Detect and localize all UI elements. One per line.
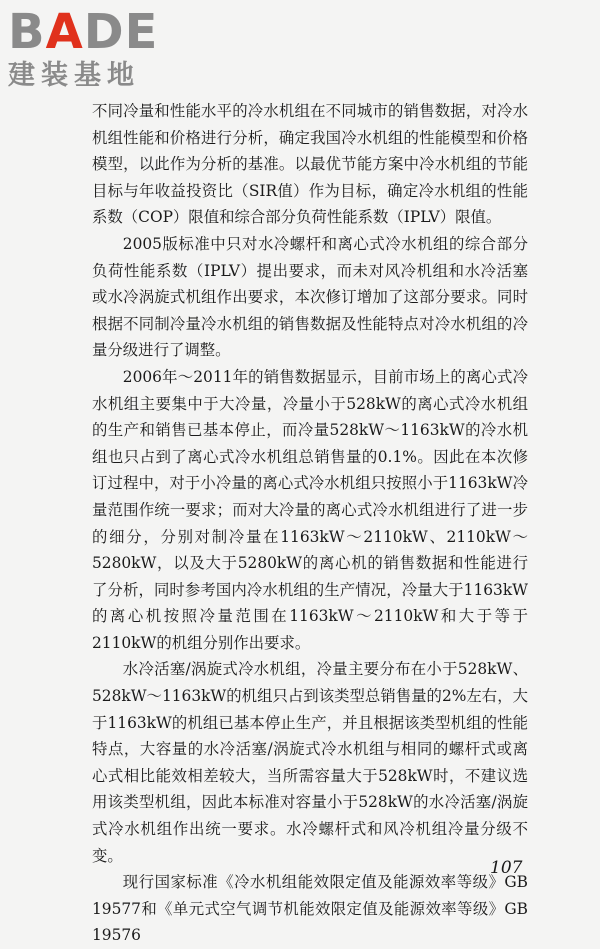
paragraph-2: 2005版标准中只对水冷螺杆和离心式冷水机组的综合部分负荷性能系数（IPLV）提出要求，而未对风冷机组和水冷活塞或水冷涡旋式机组作出要求，本次修订增加了这部分要求。同时根据不同制冷量冷水机组的销售数据及性能特点对冷水机组的冷量分级进行了调整。 bbox=[92, 234, 528, 360]
page-body bbox=[92, 98, 528, 949]
paragraph-5: 现行国家标准《冷水机组能效限定值及能源效率等级》GB 19577和《单元式空气调节机能效限定值及能源效率等级》GB 19576 bbox=[92, 873, 528, 945]
paragraph-3: 2006年～2011年的销售数据显示，目前市场上的离心式冷水机组主要集中于大冷量，冷量小于528kW的离心式冷水机组的生产和销售已基本停止，而冷量528kW～1163kW的冷水机组也只占到了离心式冷水机组总销售量的0.1%。因此在本次修订过程中，对于小冷量的离心式冷水机组只按照小于1163kW冷量范围作统一要求；而对大冷量的离心式冷水机组进行了进一步的细分，分别对制冷量在1163kW～2110kW、2110kW～5280kW，以及大于5280kW的离心机的销售数据和性能进行了分析，同时参考国内冷水机组的生产情况，冷量大于1163kW的离心机按照冷量范围在1163kW～2110kW和大于等于2110kW的机组分别作出要求。 bbox=[92, 367, 528, 652]
logo-wordmark bbox=[8, 6, 178, 58]
logo-letters-de: DE bbox=[83, 4, 159, 60]
logo-letter-b: B bbox=[8, 4, 46, 60]
paragraph-4: 水冷活塞/涡旋式冷水机组，冷量主要分布在小于528kW、528kW～1163kW的机组只占到该类型总销售量的2%左右，大于1163kW的机组已基本停止生产，并且根据该类型机组的性能特点，大容量的水冷活塞/涡旋式冷水机组与相同的螺杆式或离心式相比能效相差较大，当所需容量大于528kW时，不建议选用该类型机组，因此本标准对容量小于528kW的水冷活塞/涡旋式冷水机组作出统一要求。水冷螺杆式和风冷机组冷量分级不变。 bbox=[92, 660, 528, 865]
bade-logo bbox=[8, 6, 178, 92]
page-number: 107 bbox=[490, 858, 523, 878]
paragraph-1: 不同冷量和性能水平的冷水机组在不同城市的销售数据，对冷水机组性能和价格进行分析，确定我国冷水机组的性能模型和价格模型，以此作为分析的基准。以最优节能方案中冷水机组的节能目标与年收益投资比（SIR值）作为目标，确定冷水机组的性能系数（COP）限值和综合部分负荷性能系数（IPLV）限值。 bbox=[92, 102, 528, 227]
logo-letter-a-accent: A bbox=[45, 4, 84, 60]
logo-subtitle: 建装基地 bbox=[8, 60, 140, 91]
